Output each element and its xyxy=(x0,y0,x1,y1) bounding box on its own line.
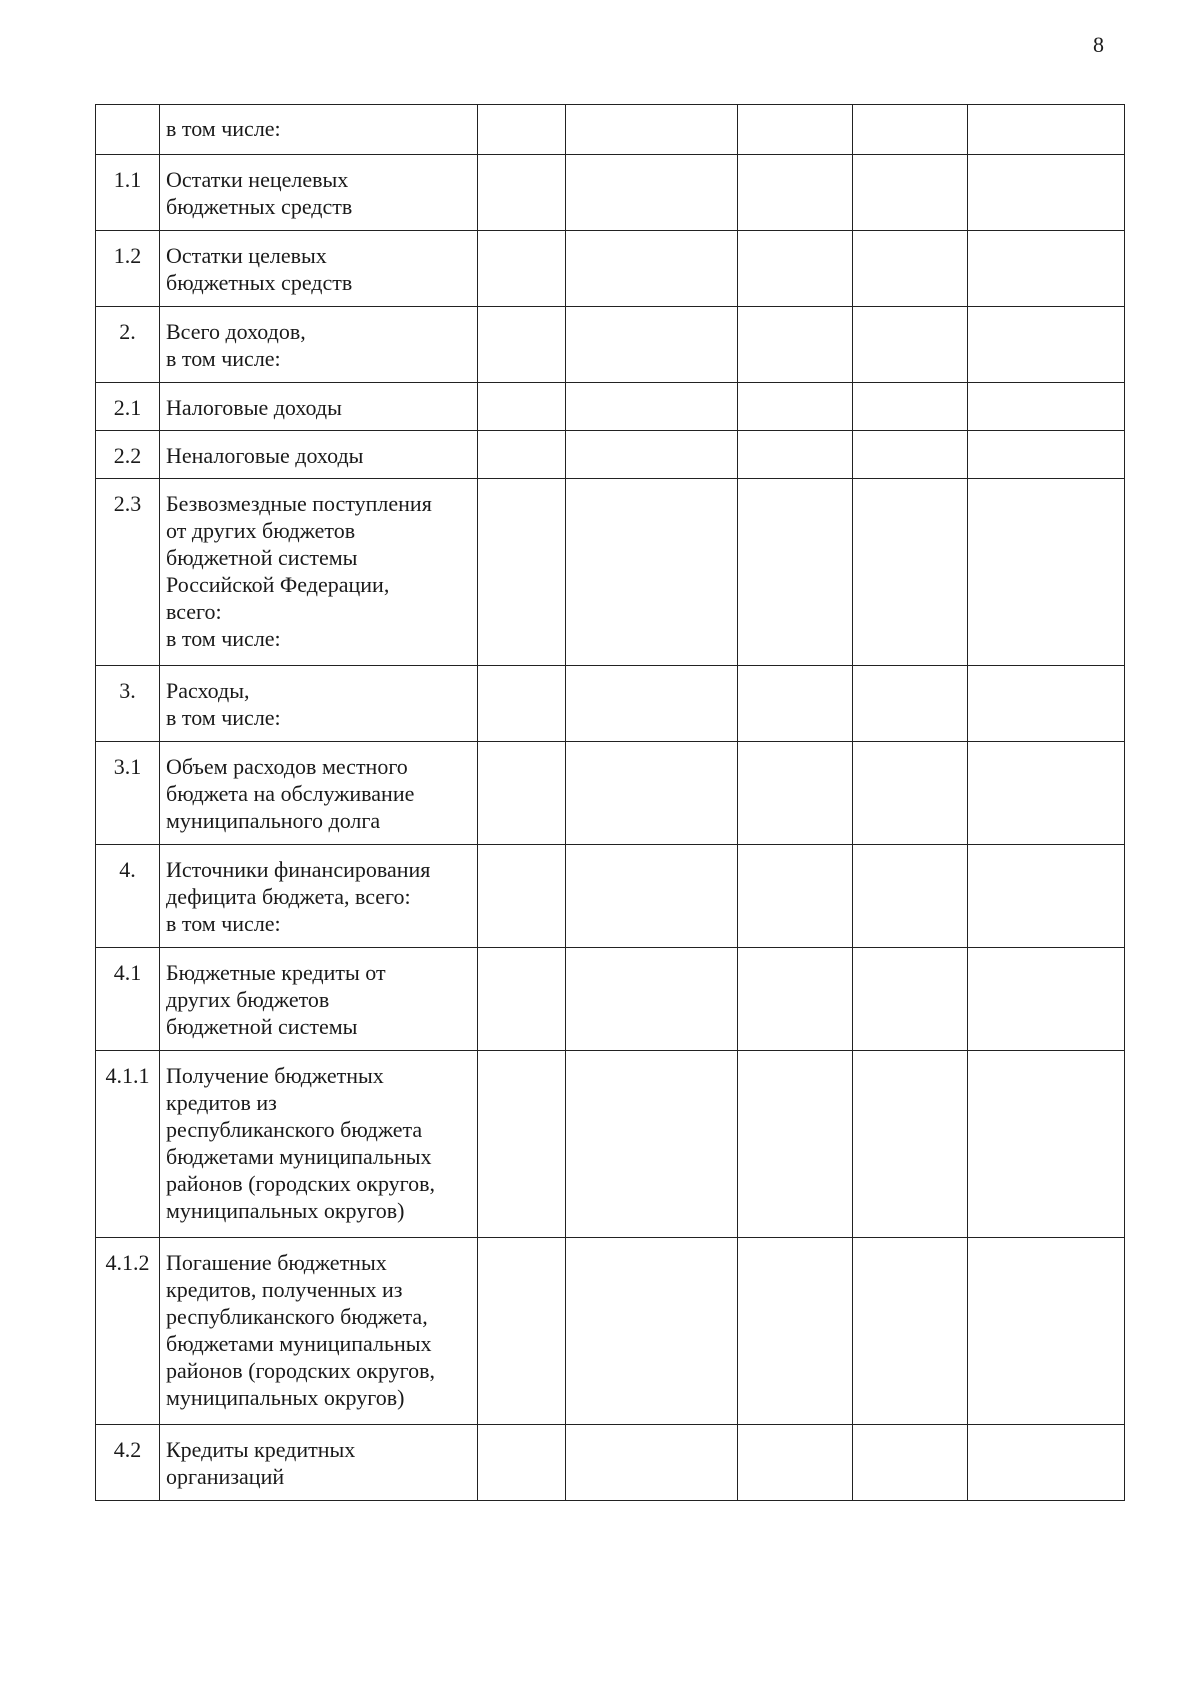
budget-table xyxy=(95,104,1125,1501)
value-cell xyxy=(853,1238,968,1425)
value-cell xyxy=(566,155,738,231)
value-cell xyxy=(478,1238,566,1425)
value-cell xyxy=(853,105,968,155)
value-cell xyxy=(968,1238,1125,1425)
value-cell xyxy=(738,1051,853,1238)
value-cell xyxy=(738,383,853,431)
value-cell xyxy=(478,155,566,231)
row-number: 1.1 xyxy=(96,155,160,231)
value-cell xyxy=(566,1425,738,1501)
table-row xyxy=(96,383,1125,431)
value-cell xyxy=(478,742,566,845)
value-cell xyxy=(853,307,968,383)
value-cell xyxy=(738,479,853,666)
row-label: Погашение бюджетных кредитов, полученных из республиканского бюджета, бюджетами муниципальных районов (городских округов, муниципальных округов) xyxy=(160,1238,478,1425)
row-label: Источники финансирования дефицита бюджета, всего: в том числе: xyxy=(160,845,478,948)
value-cell xyxy=(738,231,853,307)
row-number: 4.2 xyxy=(96,1425,160,1501)
table-row xyxy=(96,1425,1125,1501)
value-cell xyxy=(968,845,1125,948)
row-label: Налоговые доходы xyxy=(160,383,478,431)
value-cell xyxy=(738,155,853,231)
row-number xyxy=(96,105,160,155)
value-cell xyxy=(738,666,853,742)
value-cell xyxy=(566,742,738,845)
value-cell xyxy=(738,845,853,948)
value-cell xyxy=(566,307,738,383)
row-number: 3.1 xyxy=(96,742,160,845)
row-number: 4.1 xyxy=(96,948,160,1051)
value-cell xyxy=(566,666,738,742)
value-cell xyxy=(566,948,738,1051)
row-number: 4.1.1 xyxy=(96,1051,160,1238)
row-label: Расходы, в том числе: xyxy=(160,666,478,742)
row-label: Получение бюджетных кредитов из республиканского бюджета бюджетами муниципальных районов (городских округов, муниципальных округов) xyxy=(160,1051,478,1238)
table-row xyxy=(96,666,1125,742)
value-cell xyxy=(968,431,1125,479)
value-cell xyxy=(968,231,1125,307)
table-row xyxy=(96,948,1125,1051)
value-cell xyxy=(853,666,968,742)
value-cell xyxy=(478,307,566,383)
value-cell xyxy=(853,948,968,1051)
value-cell xyxy=(968,155,1125,231)
value-cell xyxy=(566,1238,738,1425)
value-cell xyxy=(478,479,566,666)
row-label: Остатки целевых бюджетных средств xyxy=(160,231,478,307)
row-label: Кредиты кредитных организаций xyxy=(160,1425,478,1501)
value-cell xyxy=(478,666,566,742)
value-cell xyxy=(968,1425,1125,1501)
value-cell xyxy=(738,948,853,1051)
value-cell xyxy=(566,105,738,155)
value-cell xyxy=(478,1051,566,1238)
table-row xyxy=(96,231,1125,307)
value-cell xyxy=(478,105,566,155)
value-cell xyxy=(853,383,968,431)
row-label: Безвозмездные поступления от других бюджетов бюджетной системы Российской Федерации, всего: в том числе: xyxy=(160,479,478,666)
value-cell xyxy=(853,479,968,666)
row-label: Бюджетные кредиты от других бюджетов бюджетной системы xyxy=(160,948,478,1051)
row-label: в том числе: xyxy=(160,105,478,155)
value-cell xyxy=(478,948,566,1051)
value-cell xyxy=(968,1051,1125,1238)
row-label: Объем расходов местного бюджета на обслуживание муниципального долга xyxy=(160,742,478,845)
row-number: 1.2 xyxy=(96,231,160,307)
value-cell xyxy=(478,431,566,479)
value-cell xyxy=(478,1425,566,1501)
value-cell xyxy=(968,948,1125,1051)
value-cell xyxy=(853,1051,968,1238)
row-number: 2.2 xyxy=(96,431,160,479)
value-cell xyxy=(968,105,1125,155)
value-cell xyxy=(968,383,1125,431)
value-cell xyxy=(853,231,968,307)
value-cell xyxy=(853,1425,968,1501)
table-row xyxy=(96,479,1125,666)
value-cell xyxy=(738,307,853,383)
row-label: Неналоговые доходы xyxy=(160,431,478,479)
value-cell xyxy=(478,231,566,307)
page-number: 8 xyxy=(1093,32,1104,57)
row-number: 3. xyxy=(96,666,160,742)
row-number: 2. xyxy=(96,307,160,383)
row-number: 2.1 xyxy=(96,383,160,431)
value-cell xyxy=(478,383,566,431)
value-cell xyxy=(968,742,1125,845)
table-row xyxy=(96,845,1125,948)
row-label: Остатки нецелевых бюджетных средств xyxy=(160,155,478,231)
table-row xyxy=(96,105,1125,155)
value-cell xyxy=(968,307,1125,383)
value-cell xyxy=(968,479,1125,666)
table-row xyxy=(96,431,1125,479)
value-cell xyxy=(853,155,968,231)
value-cell xyxy=(738,105,853,155)
value-cell xyxy=(566,1051,738,1238)
value-cell xyxy=(853,742,968,845)
value-cell xyxy=(478,845,566,948)
value-cell xyxy=(853,845,968,948)
row-number: 4.1.2 xyxy=(96,1238,160,1425)
table-row xyxy=(96,1238,1125,1425)
value-cell xyxy=(738,1238,853,1425)
value-cell xyxy=(738,742,853,845)
row-number: 4. xyxy=(96,845,160,948)
value-cell xyxy=(566,231,738,307)
value-cell xyxy=(566,383,738,431)
row-number: 2.3 xyxy=(96,479,160,666)
value-cell xyxy=(738,1425,853,1501)
row-label: Всего доходов, в том числе: xyxy=(160,307,478,383)
table-row xyxy=(96,155,1125,231)
table-row xyxy=(96,307,1125,383)
value-cell xyxy=(968,666,1125,742)
value-cell xyxy=(566,845,738,948)
value-cell xyxy=(738,431,853,479)
table-row xyxy=(96,742,1125,845)
table-row xyxy=(96,1051,1125,1238)
value-cell xyxy=(566,479,738,666)
value-cell xyxy=(853,431,968,479)
value-cell xyxy=(566,431,738,479)
